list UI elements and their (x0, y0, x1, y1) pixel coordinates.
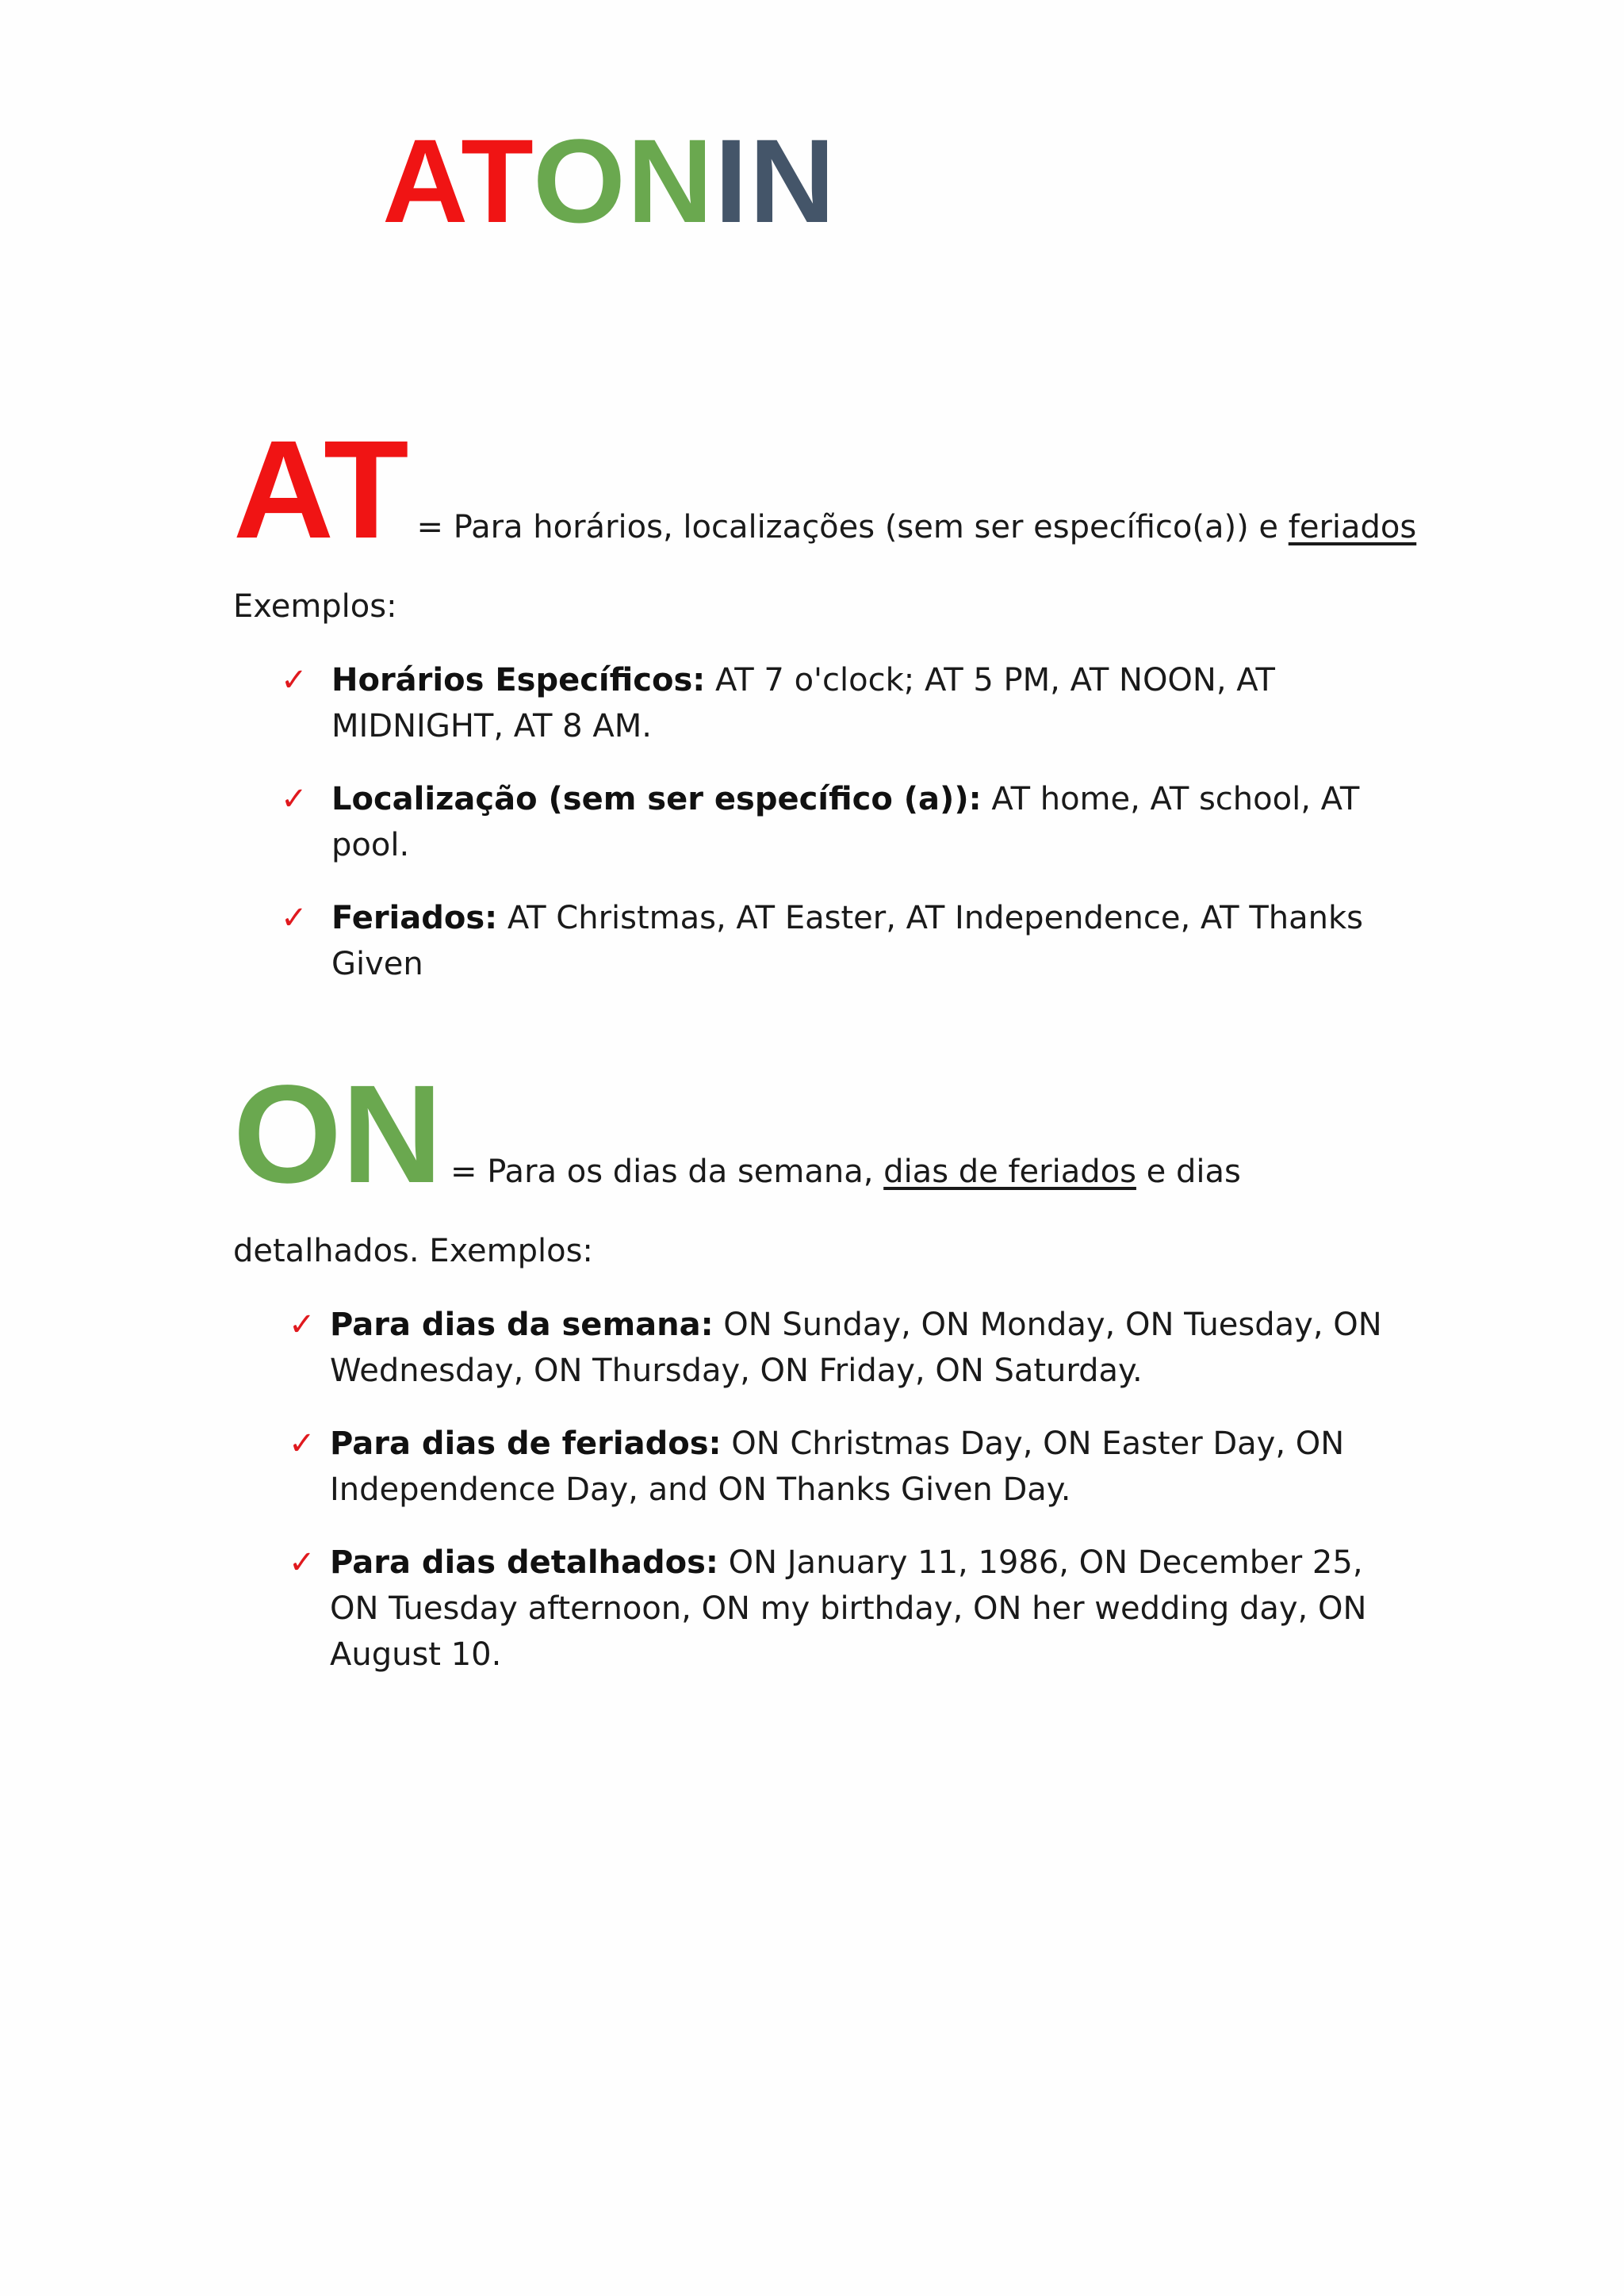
on-continuation: detalhados. Exemplos: (233, 1233, 593, 1269)
at-examples-list (281, 657, 1407, 1014)
item-text: AT 7 o'clock; AT 5 PM, AT NOON, AT MIDNIGHT, AT 8 AM. (331, 662, 1275, 744)
list-item (289, 1540, 1415, 1678)
at-definition-prefix: = Para horários, localizações (sem ser específico(a)) e (416, 509, 1289, 545)
on-definition-prefix: = Para os dias da semana, (450, 1154, 884, 1190)
on-big-word: ON (233, 1057, 442, 1212)
item-text: AT Christmas, AT Easter, AT Independence, AT Thanks Given (331, 900, 1363, 982)
list-item (281, 657, 1407, 749)
check-icon: ✓ (281, 900, 308, 936)
at-heading (233, 412, 1417, 568)
item-label: Feriados: (331, 900, 498, 936)
title-part-in: IN (714, 114, 837, 247)
item-label: Horários Específicos: (331, 662, 706, 698)
list-item (281, 895, 1407, 987)
list-item (289, 1302, 1415, 1394)
on-definition-suffix: e dias (1136, 1154, 1241, 1190)
on-examples-list (289, 1302, 1415, 1705)
list-item (281, 776, 1407, 868)
at-examples-label: Exemplos: (233, 588, 397, 625)
check-icon: ✓ (289, 1544, 316, 1581)
at-definition (417, 509, 1417, 545)
item-text: ON Sunday, ON Monday, ON Tuesday, ON Wednesday, ON Thursday, ON Friday, ON Saturday. (330, 1307, 1382, 1389)
item-text: AT home, AT school, AT pool. (331, 781, 1360, 863)
item-label: Para dias de feriados: (330, 1425, 722, 1462)
check-icon: ✓ (289, 1307, 316, 1343)
item-label: Para dias da semana: (330, 1307, 714, 1343)
item-text: ON Christmas Day, ON Easter Day, ON Independence Day, and ON Thanks Given Day. (330, 1425, 1345, 1508)
item-label: Localização (sem ser específico (a)): (331, 781, 982, 817)
on-definition (450, 1154, 1241, 1190)
title-part-on: ON (533, 114, 715, 247)
title-part-at: AT (382, 114, 534, 247)
list-item (289, 1421, 1415, 1513)
item-text: ON January 11, 1986, ON December 25, ON Tuesday afternoon, ON my birthday, ON her wedding day, ON August 10. (330, 1544, 1367, 1673)
on-heading (233, 1057, 1241, 1212)
at-big-word: AT (233, 412, 409, 568)
page-title (382, 114, 837, 247)
check-icon: ✓ (289, 1425, 316, 1462)
item-label: Para dias detalhados: (330, 1544, 718, 1581)
check-icon: ✓ (281, 781, 308, 817)
on-definition-underlined: dias de feriados (883, 1154, 1136, 1190)
check-icon: ✓ (281, 662, 308, 698)
at-definition-underlined: feriados (1288, 509, 1417, 545)
